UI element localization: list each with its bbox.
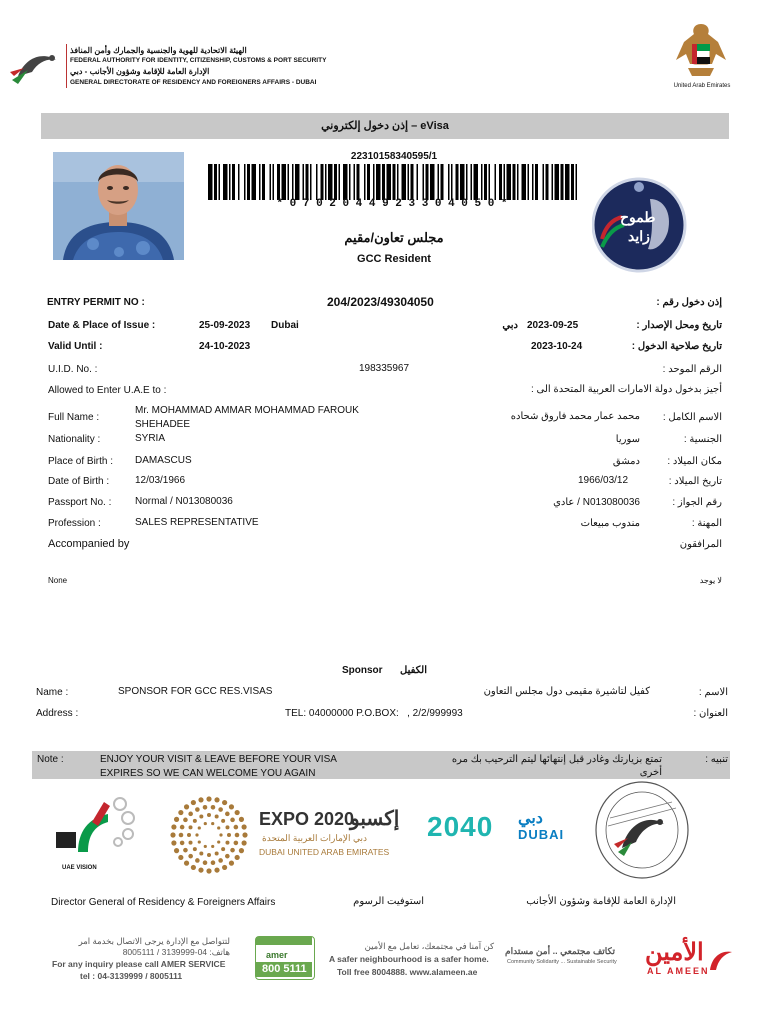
expo-dot	[178, 810, 183, 815]
dob-value: 12/03/1966	[135, 475, 186, 486]
valid-date-ar: 2023-10-24	[531, 341, 583, 352]
expo-dot	[241, 840, 246, 845]
safer-en-2: Toll free 8004888. www.alameen.ae	[337, 967, 478, 977]
expo-dot	[198, 797, 203, 802]
amer-info-en-2: tel : 04-3139999 / 8005111	[80, 971, 183, 981]
uid-value: 198335967	[359, 363, 410, 374]
barcode-bar	[561, 164, 564, 200]
expo-dot	[234, 841, 239, 846]
amer-logo-text: amer	[266, 950, 288, 960]
expo-dot	[217, 840, 220, 843]
sponsor-name-label-ar: الاسم :	[698, 687, 728, 698]
sponsor-address-label-en: Address :	[36, 708, 79, 719]
name-label-ar: الاسم الكامل :	[662, 412, 722, 423]
barcode-bar	[252, 164, 257, 200]
uid-label-en: U.I.D. No. :	[48, 364, 98, 375]
expo-dot	[195, 833, 198, 836]
expo-dot	[204, 845, 207, 848]
barcode-bar	[397, 164, 399, 200]
barcode-bar	[306, 164, 309, 200]
profession-label-ar: المهنة :	[691, 518, 722, 529]
expo-dot	[180, 825, 185, 830]
barcode-bar	[460, 164, 465, 200]
expo-dot	[230, 818, 235, 823]
note-text-en-2: EXPIRES SO WE CAN WELCOME YOU AGAIN	[100, 768, 316, 779]
note-text-ar-1: تمتع بزيارتك وغادر قبل إنتهائها ليتم الترحيب بك مره	[451, 754, 662, 765]
accompanied-label-en: Accompanied by	[48, 538, 130, 550]
expo-dot	[221, 847, 225, 851]
valid-date: 24-10-2023	[199, 341, 251, 352]
sponsor-address-label-ar: العنوان :	[693, 708, 728, 719]
community-en: Community Solidarity ... Sustainable Security	[507, 959, 617, 965]
barcode-bar	[310, 164, 312, 200]
permit-number: 204/2023/49304050	[327, 295, 434, 309]
barcode-bar	[441, 164, 444, 200]
expo-2020-icon	[168, 796, 250, 874]
barcode-bar	[282, 164, 287, 200]
emblem-caption: United Arab Emirates	[673, 83, 731, 89]
barcode-bar	[295, 164, 300, 200]
barcode-bar	[321, 164, 324, 200]
expo-dot	[241, 824, 246, 829]
sponsor-name-label-en: Name :	[36, 687, 69, 698]
barcode-bar	[565, 164, 570, 200]
barcode-bar	[288, 164, 290, 200]
expo-dot	[198, 867, 203, 872]
issue-label-en: Date & Place of Issue :	[48, 320, 156, 331]
director-title-en: Director General of Residency & Foreigners Affairs	[51, 897, 276, 908]
dob-ar: 1966/03/12	[578, 475, 629, 486]
accompanied-label-ar: المرافقون	[679, 539, 722, 550]
amer-logo-top-band	[256, 937, 312, 945]
applicant-photo	[53, 152, 184, 260]
expo-dot	[230, 848, 235, 853]
expo-dot	[214, 867, 219, 872]
expo-dot	[178, 855, 183, 860]
passport-label-en: Passport No. :	[48, 497, 112, 508]
barcode-bar	[273, 164, 275, 200]
barcode-bar	[393, 164, 396, 200]
passport-label-ar: رقم الجواز :	[672, 497, 722, 508]
barcode-bar	[373, 164, 375, 200]
barcode-bar	[474, 164, 479, 200]
barcode-bar	[471, 164, 473, 200]
expo-dot	[207, 853, 211, 857]
barcode-bar	[576, 164, 578, 200]
barcode-bar	[325, 164, 327, 200]
expo-dot	[183, 848, 188, 853]
expo-dot	[183, 818, 188, 823]
pob-value: DAMASCUS	[135, 455, 192, 466]
barcode-bar	[219, 164, 221, 200]
barcode-bar	[367, 164, 370, 200]
expo-dot	[207, 813, 211, 817]
expo-dot	[235, 810, 240, 815]
name-line-1: Mr. MOHAMMAD AMMAR MOHAMMAD FAROUK	[135, 405, 359, 416]
evisa-title: إذن دخول إلكتروني – eVisa	[321, 120, 449, 132]
barcode-bar	[546, 164, 549, 200]
file-number: 22310158340595/1	[350, 151, 438, 162]
barcode-bar	[214, 164, 217, 200]
dubai-2040-ar: دبي	[518, 810, 543, 827]
expo-dot	[174, 848, 179, 853]
sponsor-name: SPONSOR FOR GCC RES.VISAS	[118, 686, 273, 697]
expo-dot	[195, 807, 200, 812]
barcode-bar	[481, 164, 483, 200]
barcode-bar	[402, 164, 407, 200]
expo-dot	[203, 805, 208, 810]
expo-dot	[206, 868, 211, 873]
uae-vision-caption: UAE VISION	[62, 865, 97, 871]
sponsor-heading-ar: الكفيل	[400, 665, 427, 676]
barcode-bar	[334, 164, 337, 200]
expo-dot	[225, 825, 229, 829]
barcode-bar	[517, 164, 519, 200]
expo-dot	[222, 865, 227, 870]
expo-dot	[214, 797, 219, 802]
barcode	[206, 164, 578, 200]
barcode-bar	[364, 164, 366, 200]
amer-info-ar-2: هاتف: 04-3139999 / 8005111	[122, 947, 230, 957]
barcode-bar	[456, 164, 459, 200]
valid-label-en: Valid Until :	[48, 341, 103, 352]
allowed-label-ar: أجيز بدخول دولة الامارات العربية المتحدة الى :	[530, 384, 722, 395]
authority-divider	[66, 44, 67, 88]
barcode-bar	[303, 164, 305, 200]
barcode-bar	[229, 164, 231, 200]
dob-label-en: Date of Birth :	[48, 476, 110, 487]
nationality-ar: سوريا	[615, 434, 640, 445]
passport-ar: N013080036 / عادي	[553, 497, 640, 508]
expo-dot	[199, 851, 203, 855]
barcode-bar	[408, 164, 410, 200]
barcode-bar	[426, 164, 429, 200]
official-stamp	[592, 778, 692, 882]
barcode-bar	[223, 164, 228, 200]
barcode-bar	[259, 164, 261, 200]
barcode-bar	[292, 164, 294, 200]
issue-place: Dubai	[271, 320, 299, 331]
visa-type-en: GCC Resident	[357, 253, 431, 265]
barcode-bar	[507, 164, 512, 200]
barcode-bar	[430, 164, 435, 200]
expo-dot	[193, 847, 197, 851]
expo-subtitle-ar: دبي الإمارات العربية المتحدة	[262, 833, 368, 843]
expo-subtitle-en: DUBAI UNITED ARAB EMIRATES	[259, 847, 390, 857]
expo-dot	[234, 825, 239, 830]
barcode-bar	[354, 164, 356, 200]
barcode-bar	[232, 164, 235, 200]
barcode-bar	[247, 164, 250, 200]
note-text-en-1: ENJOY YOUR VISIT & LEAVE BEFORE YOUR VISA	[100, 754, 337, 765]
barcode-bar	[513, 164, 516, 200]
barcode-digits: * 0 7 0 2 0 4 4 9 2 3 3 0 4 0 5 0 *	[276, 198, 508, 210]
expo-dot	[235, 833, 240, 838]
expo-dot	[204, 822, 207, 825]
passport-value: Normal / N013080036	[135, 496, 233, 507]
expo-dot	[170, 832, 175, 837]
badge-text-1: طموح	[620, 209, 656, 225]
expo-dot	[242, 832, 247, 837]
sponsor-name-ar: كفيل لتاشيرة مقيمى دول مجلس التعاون	[483, 686, 650, 697]
barcode-bar	[376, 164, 381, 200]
barcode-bar	[357, 164, 360, 200]
expo-dot	[187, 833, 191, 837]
barcode-bar	[543, 164, 545, 200]
profession-label-en: Profession :	[48, 518, 101, 529]
expo-dot	[171, 824, 176, 829]
pob-label-en: Place of Birth :	[48, 456, 114, 467]
expo-dot	[171, 840, 176, 845]
amer-logo-number: 800 5111	[262, 963, 307, 975]
barcode-bar	[423, 164, 425, 200]
safer-en-1: A safer neighbourhood is a safer home.	[329, 954, 489, 964]
expo-dot	[211, 845, 214, 848]
authority-name-ar-1: الهيئة الاتحادية للهوية والجنسية والجمارك وأمن المنافذ	[70, 46, 247, 55]
issue-label-ar: تاريخ ومحل الإصدار :	[636, 320, 722, 331]
barcode-bar	[270, 164, 272, 200]
authority-name-ar-2: الإدارة العامة للإقامة وشؤون الأجانب - دبي	[70, 67, 210, 76]
accompanied-value-ar: لا يوجد	[699, 576, 722, 585]
barcode-bar	[349, 164, 351, 200]
allowed-label-en: Allowed to Enter U.A.E to :	[48, 385, 167, 396]
community-ar: تكاتف مجتمعي .. أمن مستدام	[505, 946, 615, 956]
barcode-bar	[382, 164, 385, 200]
nationality-label-en: Nationality :	[48, 434, 101, 445]
expo-dot	[191, 800, 196, 805]
amer-info-en-1: For any inquiry please call AMER SERVICE	[52, 959, 226, 969]
expo-dot	[188, 854, 193, 859]
note-text-ar-2: أخرى	[639, 767, 662, 778]
name-ar: محمد عمار محمد فاروق شحاده	[510, 411, 640, 422]
uae-vision-logo	[48, 792, 144, 864]
expo-dot	[179, 833, 184, 838]
expo-dot	[174, 817, 179, 822]
barcode-bar	[571, 164, 574, 200]
expo-title-ar: إكسبو	[350, 808, 400, 830]
expo-dot	[198, 840, 201, 843]
barcode-bar	[339, 164, 341, 200]
barcode-bar	[387, 164, 392, 200]
note-label-ar: تنبيه :	[705, 754, 728, 765]
expo-dot	[211, 822, 214, 825]
barcode-bar	[238, 164, 240, 200]
barcode-bar	[484, 164, 487, 200]
barcode-bar	[495, 164, 497, 200]
expo-dot	[189, 841, 193, 845]
expo-dot	[229, 861, 234, 866]
barcode-bar	[417, 164, 419, 200]
expo-dot	[191, 865, 196, 870]
expo-dot	[239, 848, 244, 853]
safer-ar: كن آمنا في مجتمعك، تعامل مع الأمين	[364, 941, 494, 951]
expo-dot	[215, 851, 219, 855]
barcode-bar	[411, 164, 414, 200]
pob-label-ar: مكان الميلاد :	[667, 456, 722, 467]
expo-dot	[239, 817, 244, 822]
barcode-bar	[499, 164, 502, 200]
barcode-bar	[316, 164, 318, 200]
expo-dot	[229, 804, 234, 809]
barcode-bar	[552, 164, 554, 200]
expo-dot	[211, 860, 216, 865]
expo-dot	[227, 833, 231, 837]
expo-dot	[184, 861, 189, 866]
issue-place-ar: دبي	[502, 320, 518, 331]
expo-dot	[189, 825, 193, 829]
name-line-2: SHEHADEE	[135, 419, 191, 430]
expo-dot	[199, 815, 203, 819]
expo-dot	[193, 819, 197, 823]
expo-dot	[198, 826, 201, 829]
expo-dot	[195, 858, 200, 863]
barcode-bar	[277, 164, 280, 200]
expo-dot	[218, 807, 223, 812]
expo-dot	[215, 815, 219, 819]
barcode-bar	[528, 164, 530, 200]
expo-dot	[217, 826, 220, 829]
barcode-bar	[451, 164, 453, 200]
expo-dot	[206, 796, 211, 801]
dob-label-ar: تاريخ الميلاد :	[668, 476, 722, 487]
expo-dot	[235, 855, 240, 860]
expo-dot	[203, 860, 208, 865]
barcode-bar	[343, 164, 348, 200]
issue-date-ar: 2023-09-25	[527, 320, 579, 331]
expo-dot	[225, 812, 230, 817]
expo-dot	[184, 804, 189, 809]
barcode-bar	[522, 164, 527, 200]
expo-title-en: EXPO 2020	[259, 809, 355, 829]
fees-paid-ar: استوفيت الرسوم	[353, 896, 424, 907]
expo-dot	[218, 858, 223, 863]
barcode-bar	[448, 164, 450, 200]
authority-name-en-1: FEDERAL AUTHORITY FOR IDENTITY, CITIZENSHIP, CUSTOMS & PORT SECURITY	[70, 57, 327, 64]
badge-text-2: زايد	[628, 228, 650, 244]
authority-name-en-2: GENERAL DIRECTORATE OF RESIDENCY AND FOREIGNERS AFFAIRS - DUBAI	[70, 79, 317, 86]
expo-dot	[222, 800, 227, 805]
barcode-bar	[466, 164, 468, 200]
dubai-2040-en: DUBAI	[518, 827, 565, 842]
alameen-icon	[706, 944, 736, 974]
valid-label-ar: تاريخ صلاحية الدخول :	[631, 341, 722, 352]
pob-ar: دمشق	[612, 456, 640, 467]
permit-label-en: ENTRY PERMIT NO :	[47, 297, 145, 308]
barcode-bar	[532, 164, 534, 200]
profession-ar: مندوب مبيعات	[580, 518, 640, 529]
profession-value: SALES REPRESENTATIVE	[135, 517, 259, 528]
nationality-value: SYRIA	[135, 433, 166, 444]
barcode-bar	[328, 164, 333, 200]
barcode-bar	[489, 164, 491, 200]
expo-dot	[225, 841, 229, 845]
issue-date: 25-09-2023	[199, 320, 251, 331]
nationality-label-ar: الجنسية :	[683, 434, 722, 445]
amer-info-ar-1: لتتواصل مع الإدارة يرجى الاتصال بخدمة امر	[78, 936, 230, 946]
director-title-ar: الإدارة العامة للإقامة وشؤون الأجانب	[526, 896, 676, 907]
uid-label-ar: الرقم الموحد :	[662, 364, 722, 375]
barcode-bar	[438, 164, 440, 200]
barcode-bar	[262, 164, 265, 200]
barcode-bar	[555, 164, 560, 200]
expo-dot	[221, 819, 225, 823]
dubai-2040-number: 2040	[427, 811, 494, 842]
authority-logo	[8, 42, 62, 88]
expo-dot	[219, 833, 222, 836]
alameen-en: AL AMEEN	[647, 966, 710, 976]
sponsor-heading-en: Sponsor	[342, 665, 383, 676]
expo-dot	[225, 854, 230, 859]
barcode-bar	[535, 164, 538, 200]
barcode-bar	[504, 164, 506, 200]
expo-dot	[180, 841, 185, 846]
note-label-en: Note :	[37, 754, 64, 765]
name-label-en: Full Name :	[48, 412, 100, 423]
barcode-bar	[208, 164, 213, 200]
alameen-ar: الأمين	[645, 939, 704, 966]
uae-emblem-icon	[672, 20, 730, 82]
accompanied-value-en: None	[48, 576, 68, 585]
permit-label-ar: إذن دخول رقم :	[656, 297, 722, 308]
sponsor-address: TEL: 04000000 P.O.BOX: , 2/2/999993	[285, 708, 463, 719]
visa-type-ar: مجلس تعاون/مقيم	[344, 230, 444, 245]
expo-dot	[188, 812, 193, 817]
barcode-bar	[244, 164, 246, 200]
expo-dot	[211, 805, 216, 810]
